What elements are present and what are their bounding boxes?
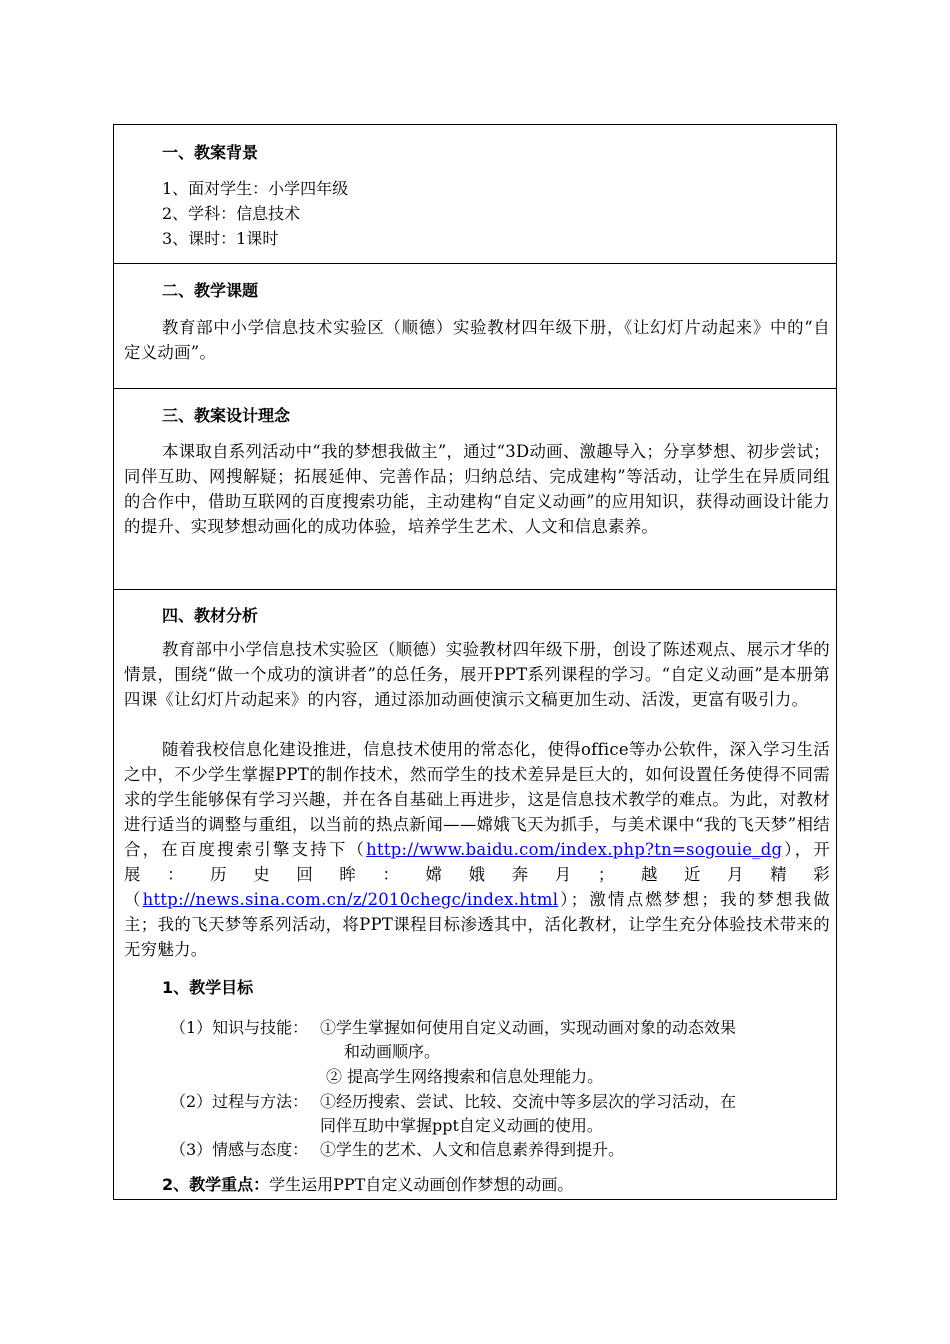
section-background (114, 125, 836, 264)
goal-knowledge-text: ①学生掌握如何使用自定义动画，实现动画对象的动态效果 (320, 1018, 737, 1037)
sina-link[interactable]: http://news.sina.com.cn/z/2010chegc/index.html (142, 890, 559, 909)
paragraph-text: 随着我校信息化建设推进，信息技术使用的常态化，使得office等办公软件，深入学习生活之中，不少学生掌握PPT的制作技术，然而学生的技术差异是巨大的，如何设置任务使得不同需求的学生能够保有学习兴趣，并在各自基础上再进步，这是信息技术教学的难点。为此，对教材进行适当的调整与重组，以当前的热点新闻——嫦娥飞天为抓手，与美术课中“我的飞天梦”相结合，在百度搜索引擎支持下（ (124, 740, 830, 859)
paragraph-text: ）；激情点燃梦想；我的梦想我做主；我的飞天梦等系列活动，将PPT课程目标渗透其中，活化教材，让学生充分体验技术带来的无穷魅力。 (124, 890, 830, 959)
goal-process-text: ①经历搜索、尝试、比较、交流中等多层次的学习活动，在 (320, 1092, 737, 1111)
goals-heading: 1、教学目标 (162, 978, 254, 997)
goal-knowledge-label: （1）知识与技能： (170, 1018, 309, 1037)
paragraph-text: ），开展：历史回眸：嫦娥奔月；越近月精彩（ (124, 840, 831, 909)
background-item-students: 1、面对学生：小学四年级 (162, 179, 349, 198)
goal-attitude-text: ①学生的艺术、人文和信息素养得到提升。 (320, 1140, 625, 1159)
design-concept-paragraph: 本课取自系列活动中“我的梦想我做主”，通过“3D动画、激趣导入；分享梦想、初步尝试；同伴互助、网搜解疑；拓展延伸、完善作品；归纳总结、完成建构”等活动，让学生在异质同组的合作中，借助互联网的百度搜索功能，主动建构“自定义动画”的应用知识，获得动画设计能力的提升、实现梦想动画化的成功体验，培养学生艺术、人文和信息素养。 (124, 442, 830, 536)
background-item-subject: 2、学科：信息技术 (162, 204, 301, 223)
goal-process-label: （2）过程与方法： (170, 1092, 309, 1111)
goal-attitude-label: （3）情感与态度： (170, 1140, 309, 1159)
material-paragraph-1: 教育部中小学信息技术实验区（顺德）实验教材四年级下册，创设了陈述观点、展示才华的情景，围绕“做一个成功的演讲者”的总任务，展开PPT系列课程的学习。“自定义动画”是本册第四课《让幻灯片动起来》的内容，通过添加动画使演示文稿更加生动、活泼，更富有吸引力。 (124, 640, 830, 709)
section-heading: 一、教案背景 (162, 143, 259, 162)
key-point-label: 2、教学重点： (162, 1175, 270, 1194)
baidu-link[interactable]: http://www.baidu.com/index.php?tn=sogouie_dg (366, 840, 783, 859)
goal-process-text-cont: 同伴互助中掌握ppt自定义动画的使用。 (320, 1116, 603, 1135)
background-item-hours: 3、课时：1课时 (162, 229, 279, 248)
section-material-analysis (114, 590, 836, 1199)
goal-knowledge-text-cont: 和动画顺序。 (344, 1042, 441, 1061)
key-point-text: 学生运用PPT自定义动画创作梦想的动画。 (269, 1175, 574, 1194)
topic-paragraph: 教育部中小学信息技术实验区（顺德）实验教材四年级下册，《让幻灯片动起来》中的“自定义动画”。 (124, 318, 830, 362)
section-heading: 二、教学课题 (162, 281, 259, 300)
key-point (162, 1175, 573, 1195)
lesson-plan-table (113, 124, 837, 1200)
section-topic (114, 264, 836, 389)
section-design-concept (114, 389, 836, 590)
material-paragraph-2 (124, 737, 830, 962)
section-heading: 四、教材分析 (162, 606, 259, 625)
goal-knowledge-text-2: ② 提高学生网络搜索和信息处理能力。 (326, 1067, 604, 1086)
section-heading: 三、教案设计理念 (162, 406, 291, 425)
